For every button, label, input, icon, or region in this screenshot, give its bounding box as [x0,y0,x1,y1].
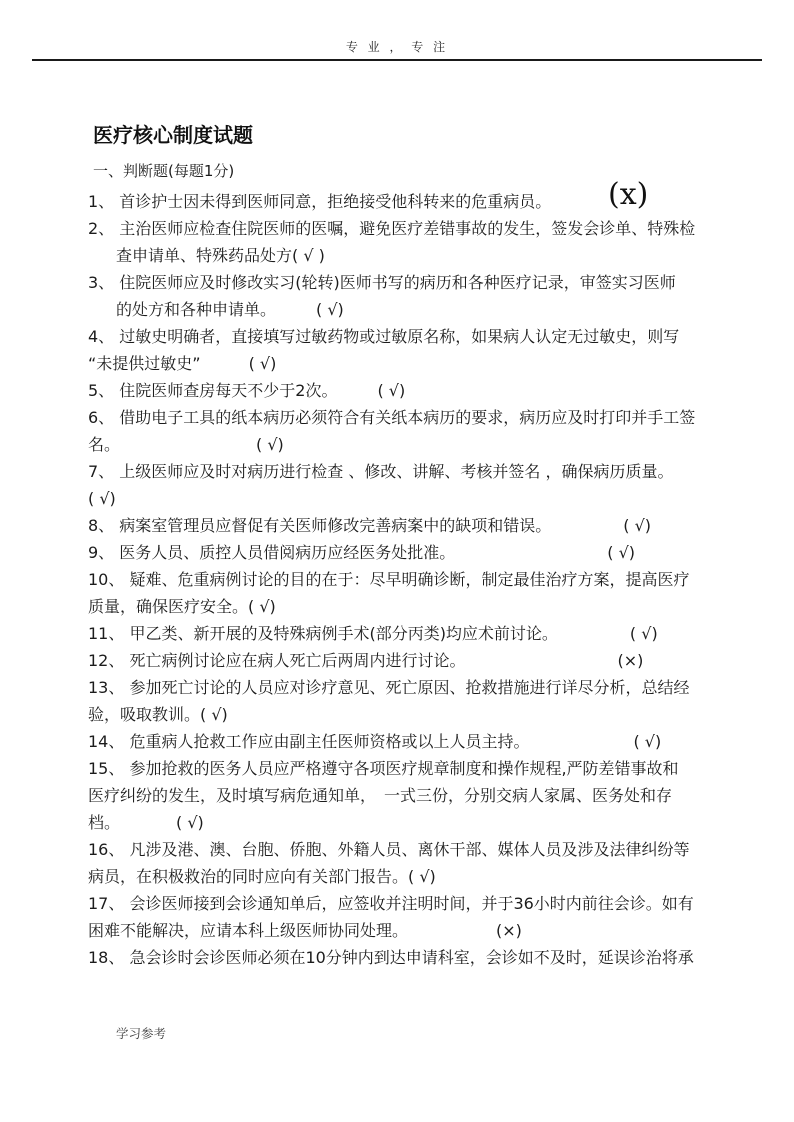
questions-body [88,177,728,971]
question-text: 8、 病案室管理员应督促有关医师修改完善病案中的缺项和错误。 ( √) [88,516,652,535]
question-line [88,350,728,377]
question-line [88,215,728,242]
question-text: 16、 凡涉及港、澳、台胞、侨胞、外籍人员、离休干部、媒体人员及涉及法律纠纷等 [88,840,690,859]
question-line [88,890,728,917]
question-text: 18、 急会诊时会诊医师必须在10分钟内到达申请科室，会诊如不及时，延误诊治将承 [88,948,694,967]
question-text: 3、 住院医师应及时修改实习(轮转)医师书写的病历和各种医疗记录，审签实习医师 [88,273,676,292]
question-line [88,512,728,539]
question-text: 验，吸取教训。( √) [88,705,228,724]
page-header [32,38,762,61]
question-line [88,728,728,755]
question-text: 病员，在积极救治的同时应向有关部门报告。( √) [88,867,436,886]
question-text: 12、 死亡病例讨论应在病人死亡后两周内进行讨论。 (×) [88,651,644,670]
question-text: 质量，确保医疗安全。( √) [88,597,276,616]
question-line [88,863,728,890]
question-line [88,177,728,215]
question-text: 7、 上级医师应及时对病历进行检查 、修改、讲解、考核并签名 ，确保病历质量。 [88,462,674,481]
question-text: 查申请单、特殊药品处方( √ ) [116,246,325,265]
header-text: 专 业 ， 专 注 [345,40,449,54]
question-text: 17、 会诊医师接到会诊通知单后，应签收并注明时间，并于36小时内前往会诊。如有 [88,894,694,913]
question-text: 档。 ( √) [88,813,204,832]
q1-answer-mark: (x) [608,177,649,212]
question-text: 10、 疑难、危重病例讨论的目的在于：尽早明确诊断，制定最佳治疗方案，提高医疗 [88,570,690,589]
question-text: 4、 过敏史明确者，直接填写过敏药物或过敏原名称，如果病人认定无过敏史，则写 [88,327,680,346]
question-line [88,674,728,701]
question-text: 13、 参加死亡讨论的人员应对诊疗意见、死亡原因、抢救措施进行详尽分析，总结经 [88,678,690,697]
question-line [88,809,728,836]
question-line [88,485,728,512]
question-text: 9、 医务人员、质控人员借阅病历应经医务处批准。 ( √) [88,543,636,562]
question-line [88,404,728,431]
question-line [88,620,728,647]
question-line [88,296,728,323]
question-text: 1、 首诊护士因未得到医师同意，拒绝接受他科转来的危重病员。 [88,192,552,211]
question-line [88,242,728,269]
question-text: 5、 住院医师查房每天不少于2次。 ( √) [88,381,406,400]
question-line [88,377,728,404]
question-text: 15、 参加抢救的医务人员应严格遵守各项医疗规章制度和操作规程,严防差错事故和 [88,759,679,778]
question-text: ( √) [88,489,116,508]
question-line [88,593,728,620]
section-heading: 一、判断题(每题1分) [93,162,235,180]
question-text: 2、 主治医师应检查住院医师的医嘱，避免医疗差错事故的发生，签发会诊单、特殊检 [88,219,696,238]
page-title: 医疗核心制度试题 [93,123,253,148]
question-text: 14、 危重病人抢救工作应由副主任医师资格或以上人员主持。 ( √) [88,732,662,751]
question-line [88,836,728,863]
question-line [88,458,728,485]
question-text: 的处方和各种申请单。 ( √) [116,300,344,319]
footer-text: 学习参考 [116,1026,167,1041]
question-line [88,647,728,674]
question-line [88,566,728,593]
question-line [88,539,728,566]
question-text: 11、 甲乙类、新开展的及特殊病例手术(部分丙类)均应术前讨论。 ( √) [88,624,658,643]
question-line [88,917,728,944]
question-line [88,269,728,296]
question-text: “未提供过敏史” ( √) [88,354,277,373]
question-line [88,323,728,350]
question-text: 困难不能解决，应请本科上级医师协同处理。 (×) [88,921,522,940]
question-line [88,944,728,971]
question-line [88,431,728,458]
question-line [88,755,728,782]
question-line [88,701,728,728]
question-text: 6、 借助电子工具的纸本病历必须符合有关纸本病历的要求，病历应及时打印并手工签 [88,408,696,427]
question-text: 医疗纠纷的发生，及时填写病危通知单， 一式三份，分别交病人家属、医务处和存 [88,786,673,805]
question-text: 名。 ( √) [88,435,284,454]
question-line [88,782,728,809]
